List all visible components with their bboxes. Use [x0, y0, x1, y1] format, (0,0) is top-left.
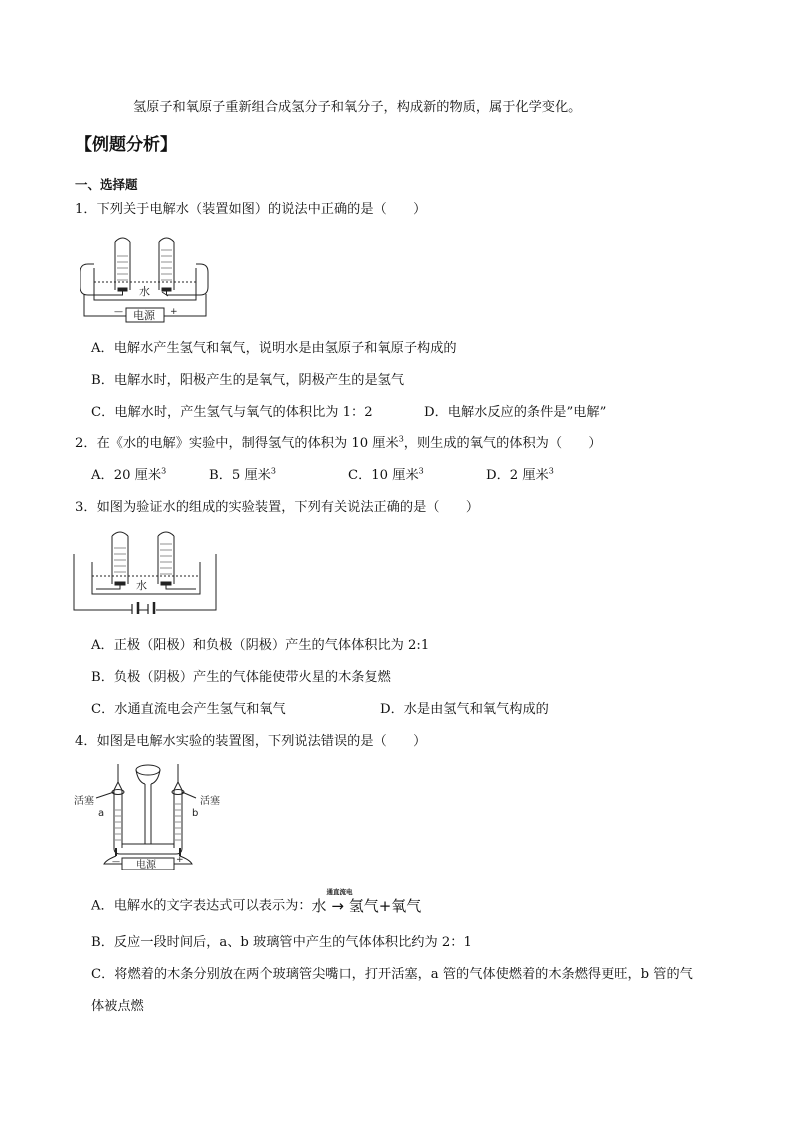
q1-plus-label: + [170, 307, 178, 317]
q3-option-b: B．负极（阴极）产生的气体能使带火星的木条复燃 [91, 670, 391, 685]
intro-text: 氢原子和氧原子重新组合成氢分子和氧分子，构成新的物质，属于化学变化。 [133, 100, 582, 115]
q1-option-a: A．电解水产生氢气和氧气，说明水是由氢原子和氧原子构成的 [91, 341, 457, 356]
q2-option-a: A．20 厘米$^3$ [91, 466, 167, 483]
q2-option-d: D．2 厘米$^3$ [486, 466, 554, 483]
q4-option-a: A．电解水的文字表达式可以表示为：水 通直流电 → 氢气+氧气 [91, 888, 422, 915]
q4-stopcock-right-label: 活塞 [200, 796, 220, 807]
q4-option-b: B．反应一段时间后，a、b 玻璃管中产生的气体体积比约为 2：1 [91, 935, 472, 950]
q4-power-label: 电源 [136, 860, 156, 870]
q3-option-c: C．水通直流电会产生氢气和氧气 [91, 702, 286, 717]
q1-option-b: B．电解水时，阳极产生的是氧气，阴极产生的是氢气 [91, 373, 405, 388]
q1-power-label: 电源 [133, 309, 155, 322]
q1-minus-label: — [114, 307, 123, 317]
section-title: 【例题分析】 [75, 135, 177, 155]
q2-option-b: B．5 厘米$^3$ [209, 466, 276, 483]
q1-water-label: 水 [139, 285, 150, 298]
q2-option-c: C．10 厘米$^3$ [348, 466, 424, 483]
q3-water-label: 水 [136, 579, 147, 592]
q4-figure [74, 760, 224, 870]
q4-minus-label: — [112, 857, 120, 866]
q1-option-c: C．电解水时，产生氢气与氧气的体积比为 1：2 [91, 405, 373, 420]
q4-tube-b-label: b [192, 808, 199, 819]
q3-option-a: A．正极（阳极）和负极（阴极）产生的气体体积比为 2:1 [91, 638, 430, 653]
q3-option-d: D．水是由氢气和氧气构成的 [380, 702, 549, 717]
q4-option-c-line2: 体被点燃 [91, 999, 144, 1014]
q2-stem: 2．在《水的电解》实验中，制得氢气的体积为 10 厘米$^3$，则生成的氧气的体积为（ ） [75, 434, 602, 451]
word-equation: 水 通直流电 → 氢气+氧气 [311, 888, 422, 915]
q1-figure [80, 232, 210, 324]
q1-stem: 1．下列关于电解水（装置如图）的说法中正确的是（ ） [75, 202, 427, 217]
q4-option-c-line1: C．将燃着的木条分别放在两个玻璃管尖嘴口，打开活塞，a 管的气体使燃着的木条燃得更旺，b 管的气 [91, 967, 693, 982]
q4-plus-label: + [176, 855, 184, 865]
q4-tube-a-label: a [98, 808, 105, 819]
q4-stem: 4．如图是电解水实验的装置图，下列说法错误的是（ ） [75, 734, 427, 749]
q1-option-d: D．电解水反应的条件是”电解” [424, 405, 607, 420]
q3-figure [72, 528, 218, 614]
q3-stem: 3．如图为验证水的组成的实验装置，下列有关说法正确的是（ ） [75, 500, 480, 515]
q4-stopcock-left-label: 活塞 [74, 796, 94, 807]
subsection-title: 一、选择题 [75, 177, 138, 192]
